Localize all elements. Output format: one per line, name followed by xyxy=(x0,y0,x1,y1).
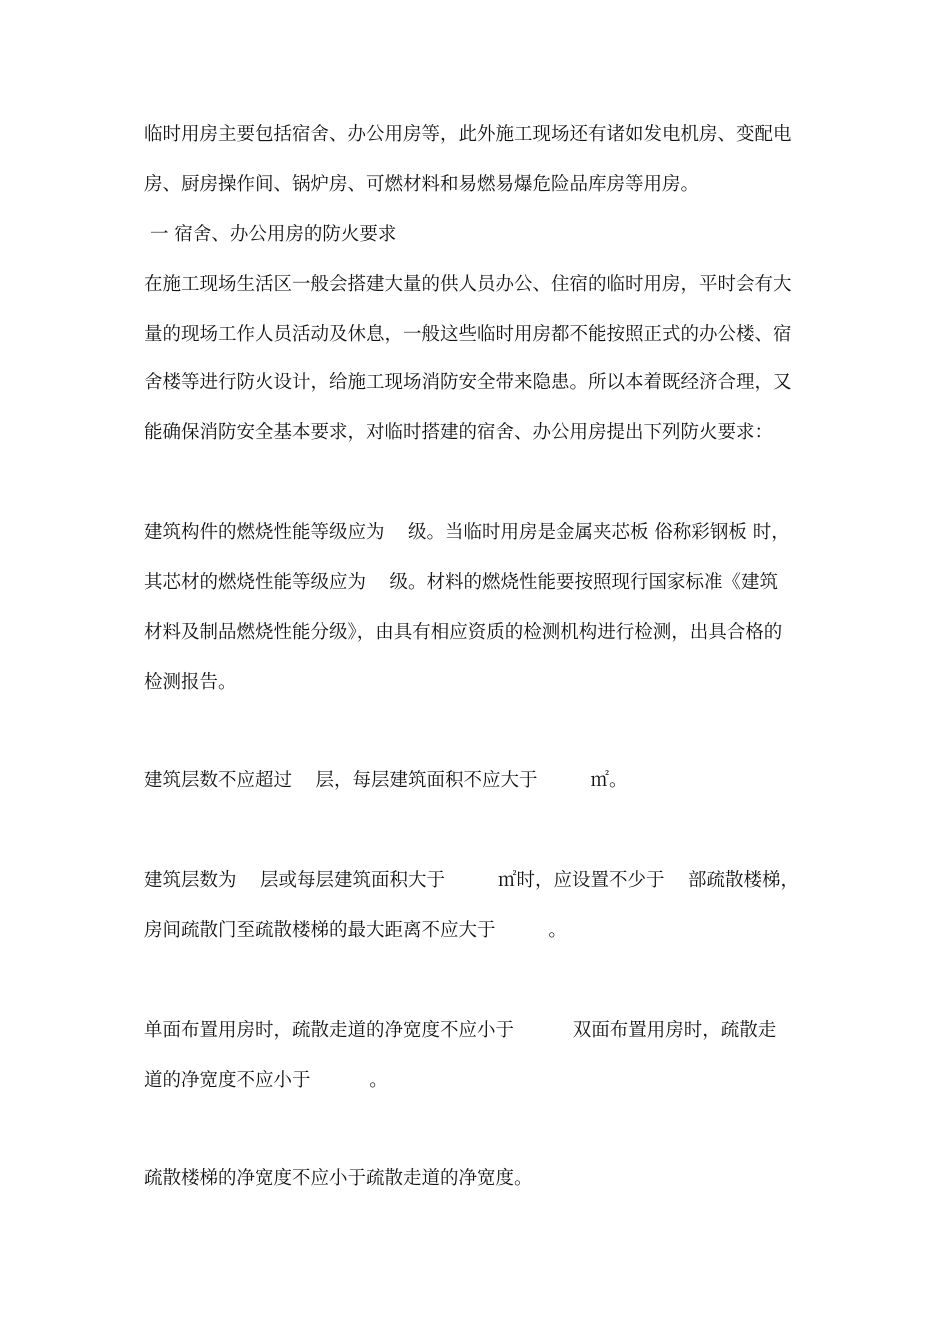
paragraph-line: 建筑构件的燃烧性能等级应为 级。当临时用房是金属夹芯板 俗称彩钢板 时， xyxy=(144,522,790,543)
paragraph-line: 临时用房主要包括宿舍、办公用房等，此外施工现场还有诸如发电机房、变配电 xyxy=(144,124,792,145)
paragraph-line: 材料及制品燃烧性能分级》，由具有相应资质的检测机构进行检测，出具合格的 xyxy=(144,622,783,643)
paragraph-line: 在施工现场生活区一般会搭建大量的供人员办公、住宿的临时用房，平时会有大 xyxy=(144,274,792,295)
section-heading: 一 宿舍、办公用房的防火要求 xyxy=(150,224,397,245)
paragraph-line: 量的现场工作人员活动及休息，一般这些临时用房都不能按照正式的办公楼、宿 xyxy=(144,324,792,345)
paragraph-line: 能确保消防安全基本要求，对临时搭建的宿舍、办公用房提出下列防火要求： xyxy=(144,422,774,443)
paragraph-line: 道的净宽度不应小于 。 xyxy=(144,1070,388,1091)
paragraph-line: 检测报告。 xyxy=(144,672,237,693)
paragraph-line: 疏散楼梯的净宽度不应小于疏散走道的净宽度。 xyxy=(144,1168,533,1189)
paragraph-line: 舍楼等进行防火设计，给施工现场消防安全带来隐患。所以本着既经济合理，又 xyxy=(144,372,792,393)
paragraph-line: 房、厨房操作间、锅炉房、可燃材料和易燃易爆危险品库房等用房。 xyxy=(144,174,700,195)
paragraph-line: 房间疏散门至疏散楼梯的最大距离不应大于 。 xyxy=(144,920,567,941)
paragraph-line: 建筑层数为 层或每层建筑面积大于 ㎡时，应设置不少于 部疏散楼梯， xyxy=(144,870,799,891)
paragraph-line: 建筑层数不应超过 层，每层建筑面积不应大于 ㎡。 xyxy=(144,770,628,791)
paragraph-line: 单面布置用房时，疏散走道的净宽度不应小于 双面布置用房时，疏散走 xyxy=(144,1020,777,1041)
paragraph-line: 其芯材的燃烧性能等级应为 级。材料的燃烧性能要按照现行国家标准《建筑 xyxy=(144,572,779,593)
